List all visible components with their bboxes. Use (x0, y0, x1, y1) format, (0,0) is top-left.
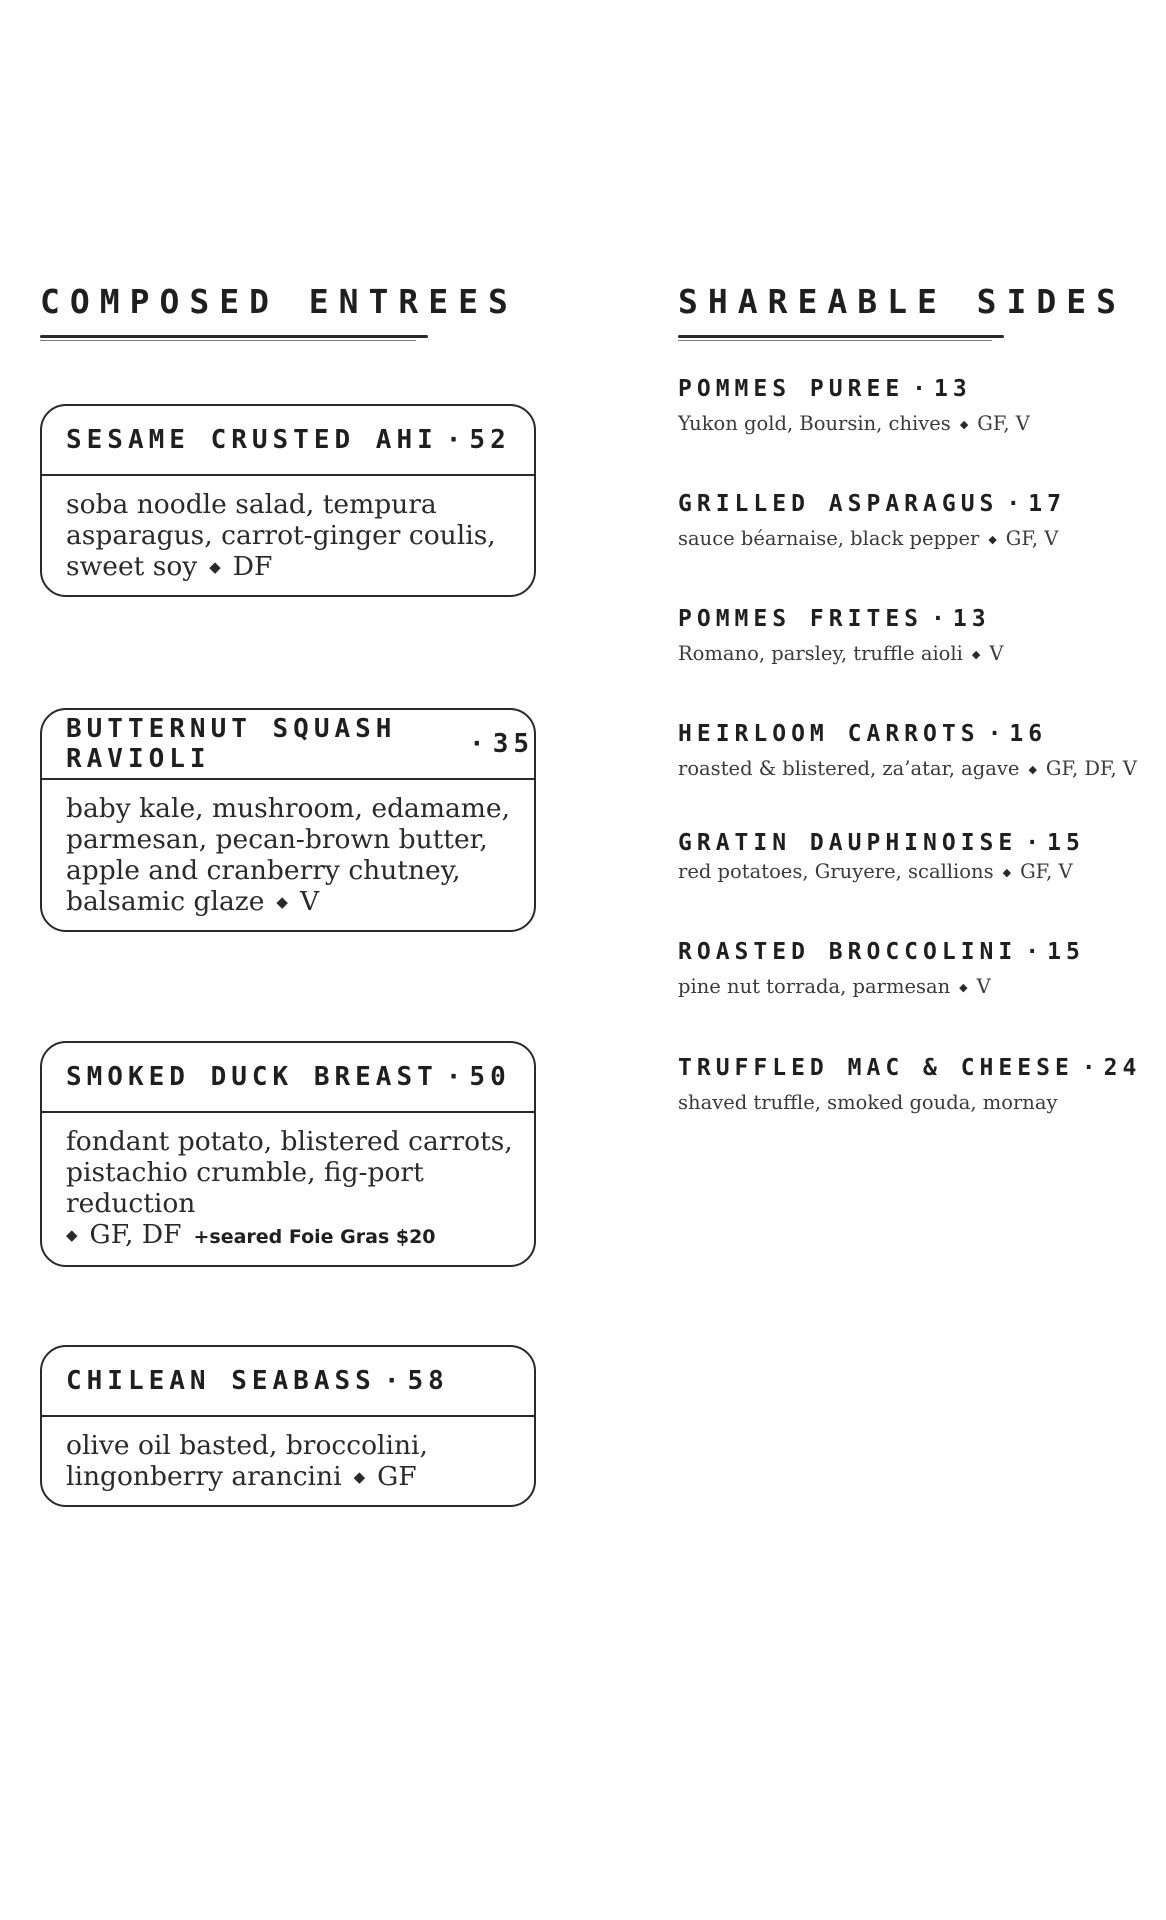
price-separator: · (469, 729, 485, 759)
side-item-roasted-broccolini (678, 939, 1148, 998)
entrees-title: COMPOSED ENTREES (40, 282, 518, 321)
entree-description (42, 1417, 534, 1505)
entree-name: SESAME CRUSTED AHI (66, 425, 438, 455)
side-desc-text: roasted & blistered, za’atar, agave (678, 757, 1020, 780)
side-desc-text: sauce béarnaise, black pepper (678, 527, 980, 550)
price-separator: · (1025, 830, 1040, 856)
side-name: ROASTED BROCCOLINI (678, 939, 1018, 965)
sides-title: SHAREABLE SIDES (678, 282, 1127, 321)
side-item-truffled-mac-cheese (678, 1055, 1148, 1114)
entree-desc-text: olive oil basted, broccolini, lingonberry arancini (66, 1430, 428, 1492)
dietary-tags: GF, DF, V (1045, 757, 1137, 780)
side-desc-text: Yukon gold, Boursin, chives (678, 412, 951, 435)
entree-card-smoked-duck (40, 1041, 536, 1267)
side-item-pommes-puree (678, 376, 1148, 435)
entree-card-chilean-seabass (40, 1345, 536, 1507)
entree-header (42, 1347, 534, 1417)
sides-title-rule (678, 335, 1004, 338)
entree-card-sesame-ahi (40, 404, 536, 597)
entree-desc-text: soba noodle salad, tempura asparagus, carrot-ginger coulis, sweet soy (66, 489, 496, 582)
diamond-icon: ◆ (988, 533, 997, 546)
entree-price: 52 (469, 425, 511, 455)
diamond-icon: ◆ (276, 893, 288, 911)
side-name: GRATIN DAUPHINOISE (678, 830, 1018, 856)
entree-price: 35 (492, 729, 534, 759)
dietary-tags: V (976, 975, 991, 998)
entree-header (42, 710, 534, 780)
price-separator: · (1006, 491, 1021, 517)
side-desc-text: red potatoes, Gruyere, scallions (678, 860, 994, 883)
entree-description (42, 476, 534, 595)
entree-name: SMOKED DUCK BREAST (66, 1062, 438, 1092)
entrees-title-rule (40, 335, 428, 338)
price-separator: · (445, 1062, 462, 1092)
diamond-icon: ◆ (971, 648, 981, 661)
side-price: 17 (1028, 491, 1066, 517)
price-separator: · (445, 425, 462, 455)
entree-price: 50 (469, 1062, 511, 1092)
side-price: 15 (1047, 939, 1085, 965)
price-separator: · (912, 376, 927, 402)
side-name: HEIRLOOM CARROTS (678, 721, 980, 747)
dietary-tags: GF (377, 1461, 417, 1492)
side-name: POMMES FRITES (678, 606, 924, 632)
side-name: TRUFFLED MAC & CHEESE (678, 1055, 1074, 1081)
side-item-grilled-asparagus (678, 491, 1148, 550)
entree-description (42, 1113, 534, 1265)
price-separator: · (931, 606, 945, 632)
side-item-pommes-frites (678, 606, 1148, 665)
diamond-icon: ◆ (1002, 866, 1012, 879)
entree-card-butternut-ravioli (40, 708, 536, 932)
dietary-tags: GF, V (1005, 527, 1059, 550)
side-price: 13 (934, 376, 972, 402)
side-price: 13 (952, 606, 991, 632)
dietary-tags: GF, V (977, 412, 1030, 435)
side-item-gratin-dauphinoise (678, 830, 1148, 883)
price-separator: · (383, 1366, 400, 1396)
entree-price: 58 (407, 1366, 449, 1396)
side-name: GRILLED ASPARAGUS (678, 491, 999, 517)
entree-desc-text: baby kale, mushroom, edamame, parmesan, pecan-brown butter, apple and cranberry chutney, balsamic glaze (66, 793, 511, 917)
side-price: 15 (1047, 830, 1085, 856)
dietary-tags: GF, DF (89, 1219, 182, 1250)
entree-name: CHILEAN SEABASS (66, 1366, 376, 1396)
entree-header (42, 1043, 534, 1113)
side-item-heirloom-carrots (678, 721, 1148, 780)
price-separator: · (987, 721, 1002, 747)
price-separator: · (1025, 939, 1040, 965)
diamond-icon: ◆ (353, 1468, 366, 1486)
diamond-icon: ◆ (1028, 763, 1037, 776)
entree-name: BUTTERNUT SQUASH RAVIOLI (66, 714, 397, 774)
side-desc-text: shaved truffle, smoked gouda, mornay (678, 1091, 1058, 1114)
dietary-tags: V (299, 886, 320, 917)
diamond-icon: ◆ (66, 1226, 78, 1244)
dietary-tags: GF, V (1020, 860, 1073, 883)
side-desc-text: Romano, parsley, truffle aioli (678, 642, 963, 665)
entree-desc-text: fondant potato, blistered carrots, pistachio crumble, fig-port reduction (66, 1126, 513, 1219)
dietary-tags: V (989, 642, 1004, 665)
dietary-tags: DF (232, 551, 273, 582)
entree-description (42, 780, 534, 930)
side-name: POMMES PUREE (678, 376, 905, 402)
diamond-icon: ◆ (959, 981, 968, 994)
entree-header (42, 406, 534, 476)
diamond-icon: ◆ (209, 558, 221, 576)
diamond-icon: ◆ (959, 418, 969, 431)
addon-foie-gras: +seared Foie Gras $20 (193, 1226, 436, 1248)
side-price: 24 (1103, 1055, 1142, 1081)
price-separator: · (1081, 1055, 1096, 1081)
side-price: 16 (1009, 721, 1048, 747)
side-desc-text: pine nut torrada, parmesan (678, 975, 951, 998)
